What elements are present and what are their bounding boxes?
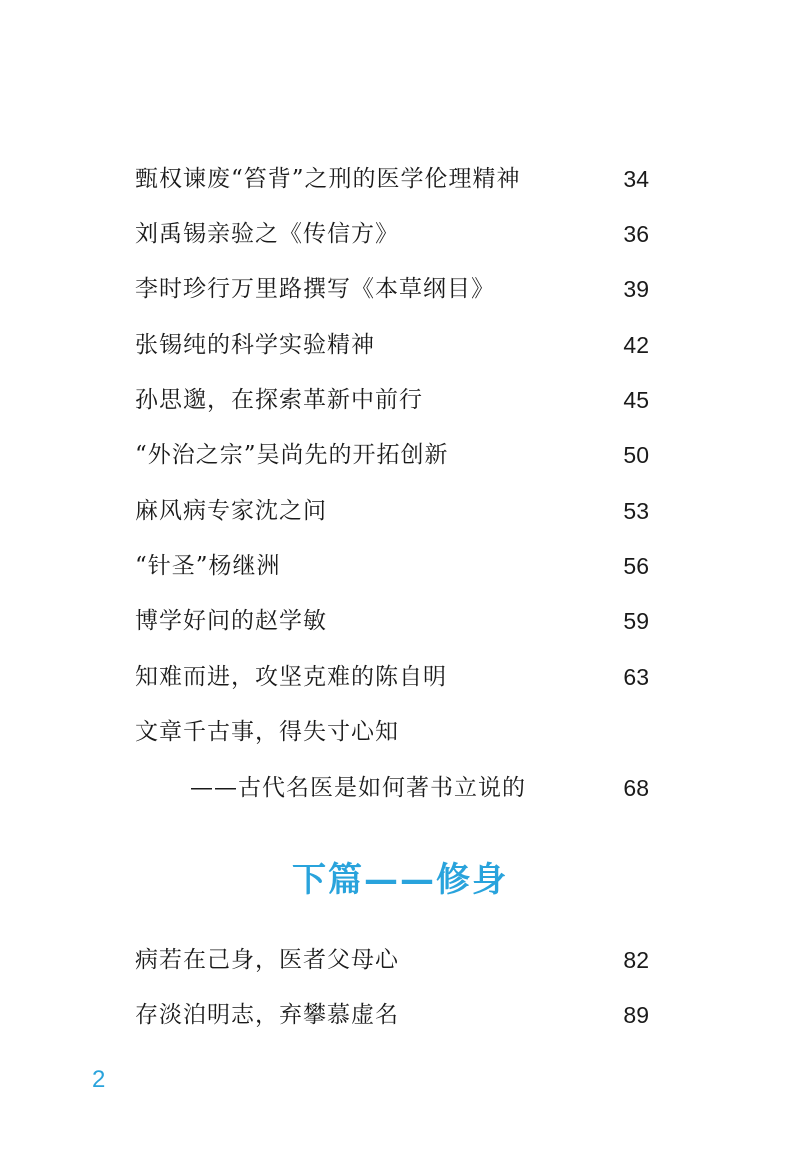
toc-entry-page: 59 (623, 608, 649, 634)
toc-entry[interactable] (135, 660, 649, 694)
toc-entry[interactable] (135, 549, 649, 583)
section-heading: 下篇——修身 (292, 860, 508, 900)
toc-entry-page: 53 (623, 498, 649, 524)
toc-entry-page: 68 (623, 775, 649, 801)
toc-entry[interactable] (135, 604, 649, 638)
toc-entry-title: 张锡纯的科学实验精神 (135, 332, 375, 358)
toc-entry-page: 45 (623, 387, 649, 413)
toc-entry-title: “外治之宗”吴尚先的开拓创新 (135, 442, 449, 468)
toc-entry-title: 病若在己身，医者父母心 (135, 947, 399, 973)
toc-entry-subtitle[interactable] (190, 771, 649, 805)
toc-entry[interactable] (135, 272, 649, 306)
toc-entry-title: 存淡泊明志，弃攀慕虚名 (135, 1002, 399, 1028)
toc-entry-title: 甄权谏废“笞背”之刑的医学伦理精神 (135, 166, 521, 192)
toc-entry-title: ——古代名医是如何著书立说的 (190, 775, 526, 801)
toc-entry-page: 42 (623, 332, 649, 358)
toc-entry-page: 56 (623, 553, 649, 579)
toc-entry-page: 34 (623, 166, 649, 192)
toc-entry-page: 39 (623, 276, 649, 302)
toc-entry-title: 知难而进，攻坚克难的陈自明 (135, 664, 447, 690)
toc-entry[interactable] (135, 217, 649, 251)
toc-entry-page: 82 (623, 947, 649, 973)
toc-entry[interactable] (135, 998, 649, 1032)
toc-entry[interactable] (135, 162, 649, 196)
toc-entry-page: 63 (623, 664, 649, 690)
toc-entry[interactable] (135, 494, 649, 528)
toc-entry-title: 博学好问的赵学敏 (135, 608, 327, 634)
toc-entry-title: 刘禹锡亲验之《传信方》 (135, 221, 399, 247)
toc-entry-title: “针圣”杨继洲 (135, 553, 281, 579)
toc-entry-title: 文章千古事，得失寸心知 (135, 719, 399, 745)
toc-entry[interactable] (135, 383, 649, 417)
toc-entry-title: 李时珍行万里路撰写《本草纲目》 (135, 276, 495, 302)
toc-entry-page: 50 (623, 442, 649, 468)
toc-entry[interactable] (135, 715, 649, 749)
toc-entry[interactable] (135, 438, 649, 472)
toc-entry-page: 36 (623, 221, 649, 247)
toc-entry[interactable] (135, 328, 649, 362)
toc-entry-title: 孙思邈，在探索革新中前行 (135, 387, 423, 413)
toc-entry-page: 89 (623, 1002, 649, 1028)
toc-entry-title: 麻风病专家沈之问 (135, 498, 327, 524)
toc-entry[interactable] (135, 943, 649, 977)
page-number: 2 (92, 1066, 106, 1093)
